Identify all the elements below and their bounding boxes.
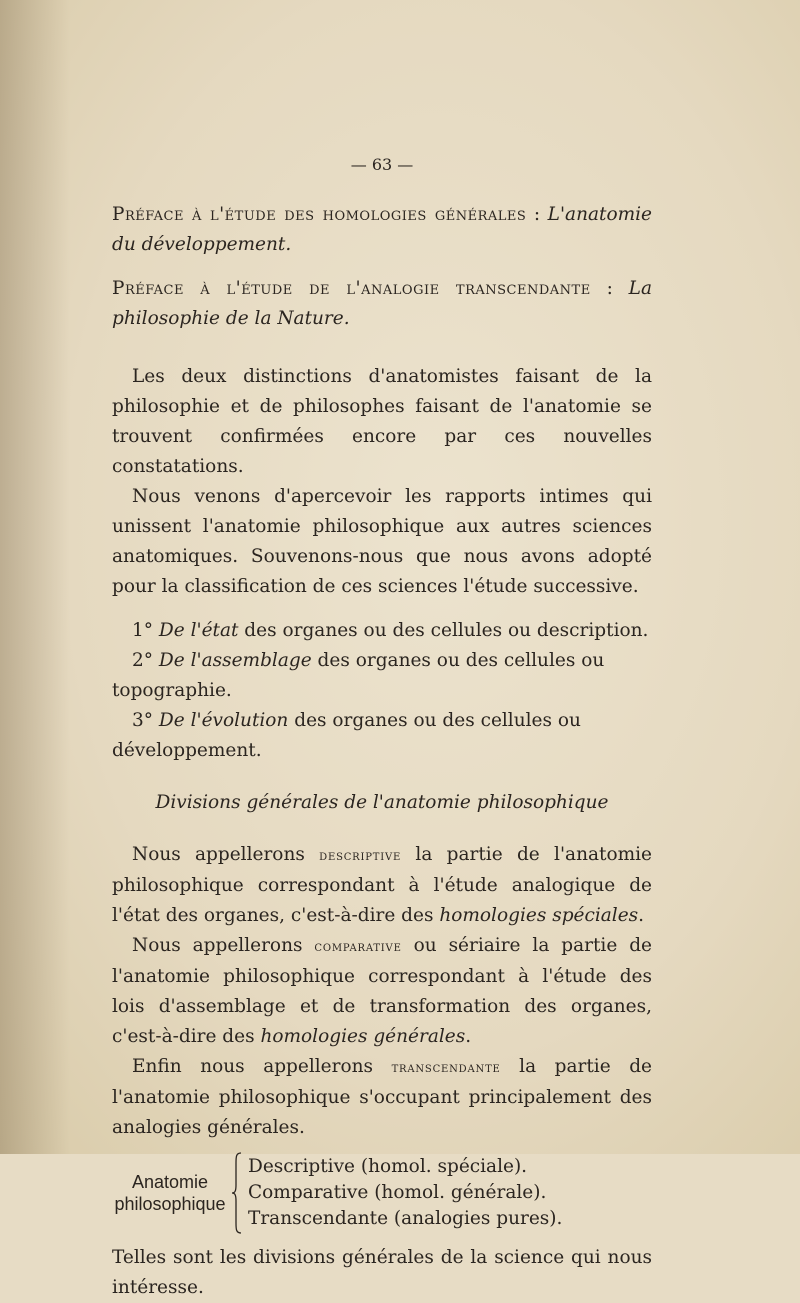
classification-item: Descriptive (homol. spéciale).: [248, 1156, 528, 1177]
spacer: [112, 602, 652, 616]
curly-brace-icon: [230, 1151, 244, 1235]
list-item: [112, 616, 652, 646]
text-run: ou sériaire la partie de l'anatomie philosophique correspondant à l'étude des lois d'assemblage et de transformation des organes, c'est-à-dire des: [112, 935, 652, 1047]
list-emphasis: De l'évolution: [158, 710, 289, 731]
list-number: 3°: [132, 710, 159, 731]
page-number: — 63 —: [350, 155, 414, 174]
preface-label: Préface à l'étude de l'analogie transcendante: [112, 278, 591, 299]
paragraph-comparative: [112, 931, 652, 1052]
classification-item: Transcendante (analogies pures).: [248, 1208, 563, 1229]
preface-homologies: [112, 200, 652, 260]
classification-label-line: philosophique: [114, 1194, 226, 1214]
text-run: Enfin nous appellerons: [132, 1056, 392, 1077]
list-number: 1°: [132, 620, 159, 641]
list-text: des organes ou des cellules ou développement.: [112, 710, 581, 761]
list-item: [112, 706, 652, 766]
text-run: Nous appellerons: [132, 844, 320, 865]
preface-label: Préface à l'étude des homologies générales: [112, 204, 527, 225]
term-comparative: comparative: [314, 939, 402, 955]
spacer: [112, 348, 652, 362]
preface-separator: :: [590, 278, 629, 299]
text-run: la partie de l'anatomie philosophique s'occupant principalement des analogies générales.: [112, 1056, 652, 1138]
text-run: la partie de l'anatomie philosophique correspondant à l'étude analogique de l'état des organes, c'est-à-dire des: [112, 844, 652, 926]
list-item: [112, 646, 652, 706]
paragraph-descriptive: [112, 840, 652, 931]
text-run: Nous appellerons: [132, 935, 315, 956]
binding-shadow: [0, 0, 70, 1154]
list-number: 2°: [132, 650, 159, 671]
classification-item: Comparative (homol. générale).: [248, 1182, 547, 1203]
term-transcendante: transcendante: [391, 1060, 501, 1076]
paragraph-transcendante: [112, 1052, 652, 1143]
preface-title: La philosophie de la Nature.: [112, 278, 652, 329]
text-run: .: [465, 1026, 472, 1047]
term-descriptive: descriptive: [319, 848, 402, 864]
classification-table: [112, 1151, 652, 1235]
preface-title: L'anatomie du développement.: [112, 204, 652, 255]
text-block: [112, 150, 652, 1303]
list-emphasis: De l'assemblage: [158, 650, 312, 671]
emphasis: homologies spéciales: [439, 905, 639, 926]
classification-items: [248, 1154, 562, 1232]
emphasis: homologies générales: [260, 1026, 466, 1047]
preface-separator: :: [526, 204, 548, 225]
classification-label: [112, 1171, 228, 1215]
section-heading: Divisions générales de l'anatomie philosophique: [155, 792, 609, 813]
list-text: des organes ou des cellules ou description.: [238, 620, 649, 641]
closing-sentence: Telles sont les divisions générales de la science qui nous intéresse.: [112, 1247, 652, 1298]
preface-analogie: [112, 274, 652, 334]
classification-label-line: Anatomie: [131, 1172, 209, 1192]
text-run: .: [638, 905, 645, 926]
list-emphasis: De l'état: [158, 620, 239, 641]
list-text: des organes ou des cellules ou topographie.: [112, 650, 605, 701]
paragraph-distinctions: Les deux distinctions d'anatomistes faisant de la philosophie et de philosophes faisant de l'anatomie se trouvent confirmées encore par ces nouvelles constatations.: [112, 366, 652, 477]
paragraph-rapports: Nous venons d'apercevoir les rapports intimes qui unissent l'anatomie philosophique aux autres sciences anatomiques. Souvenons-nous que nous avons adopté pour la classification de ces sciences l'étude successive.: [112, 486, 652, 597]
